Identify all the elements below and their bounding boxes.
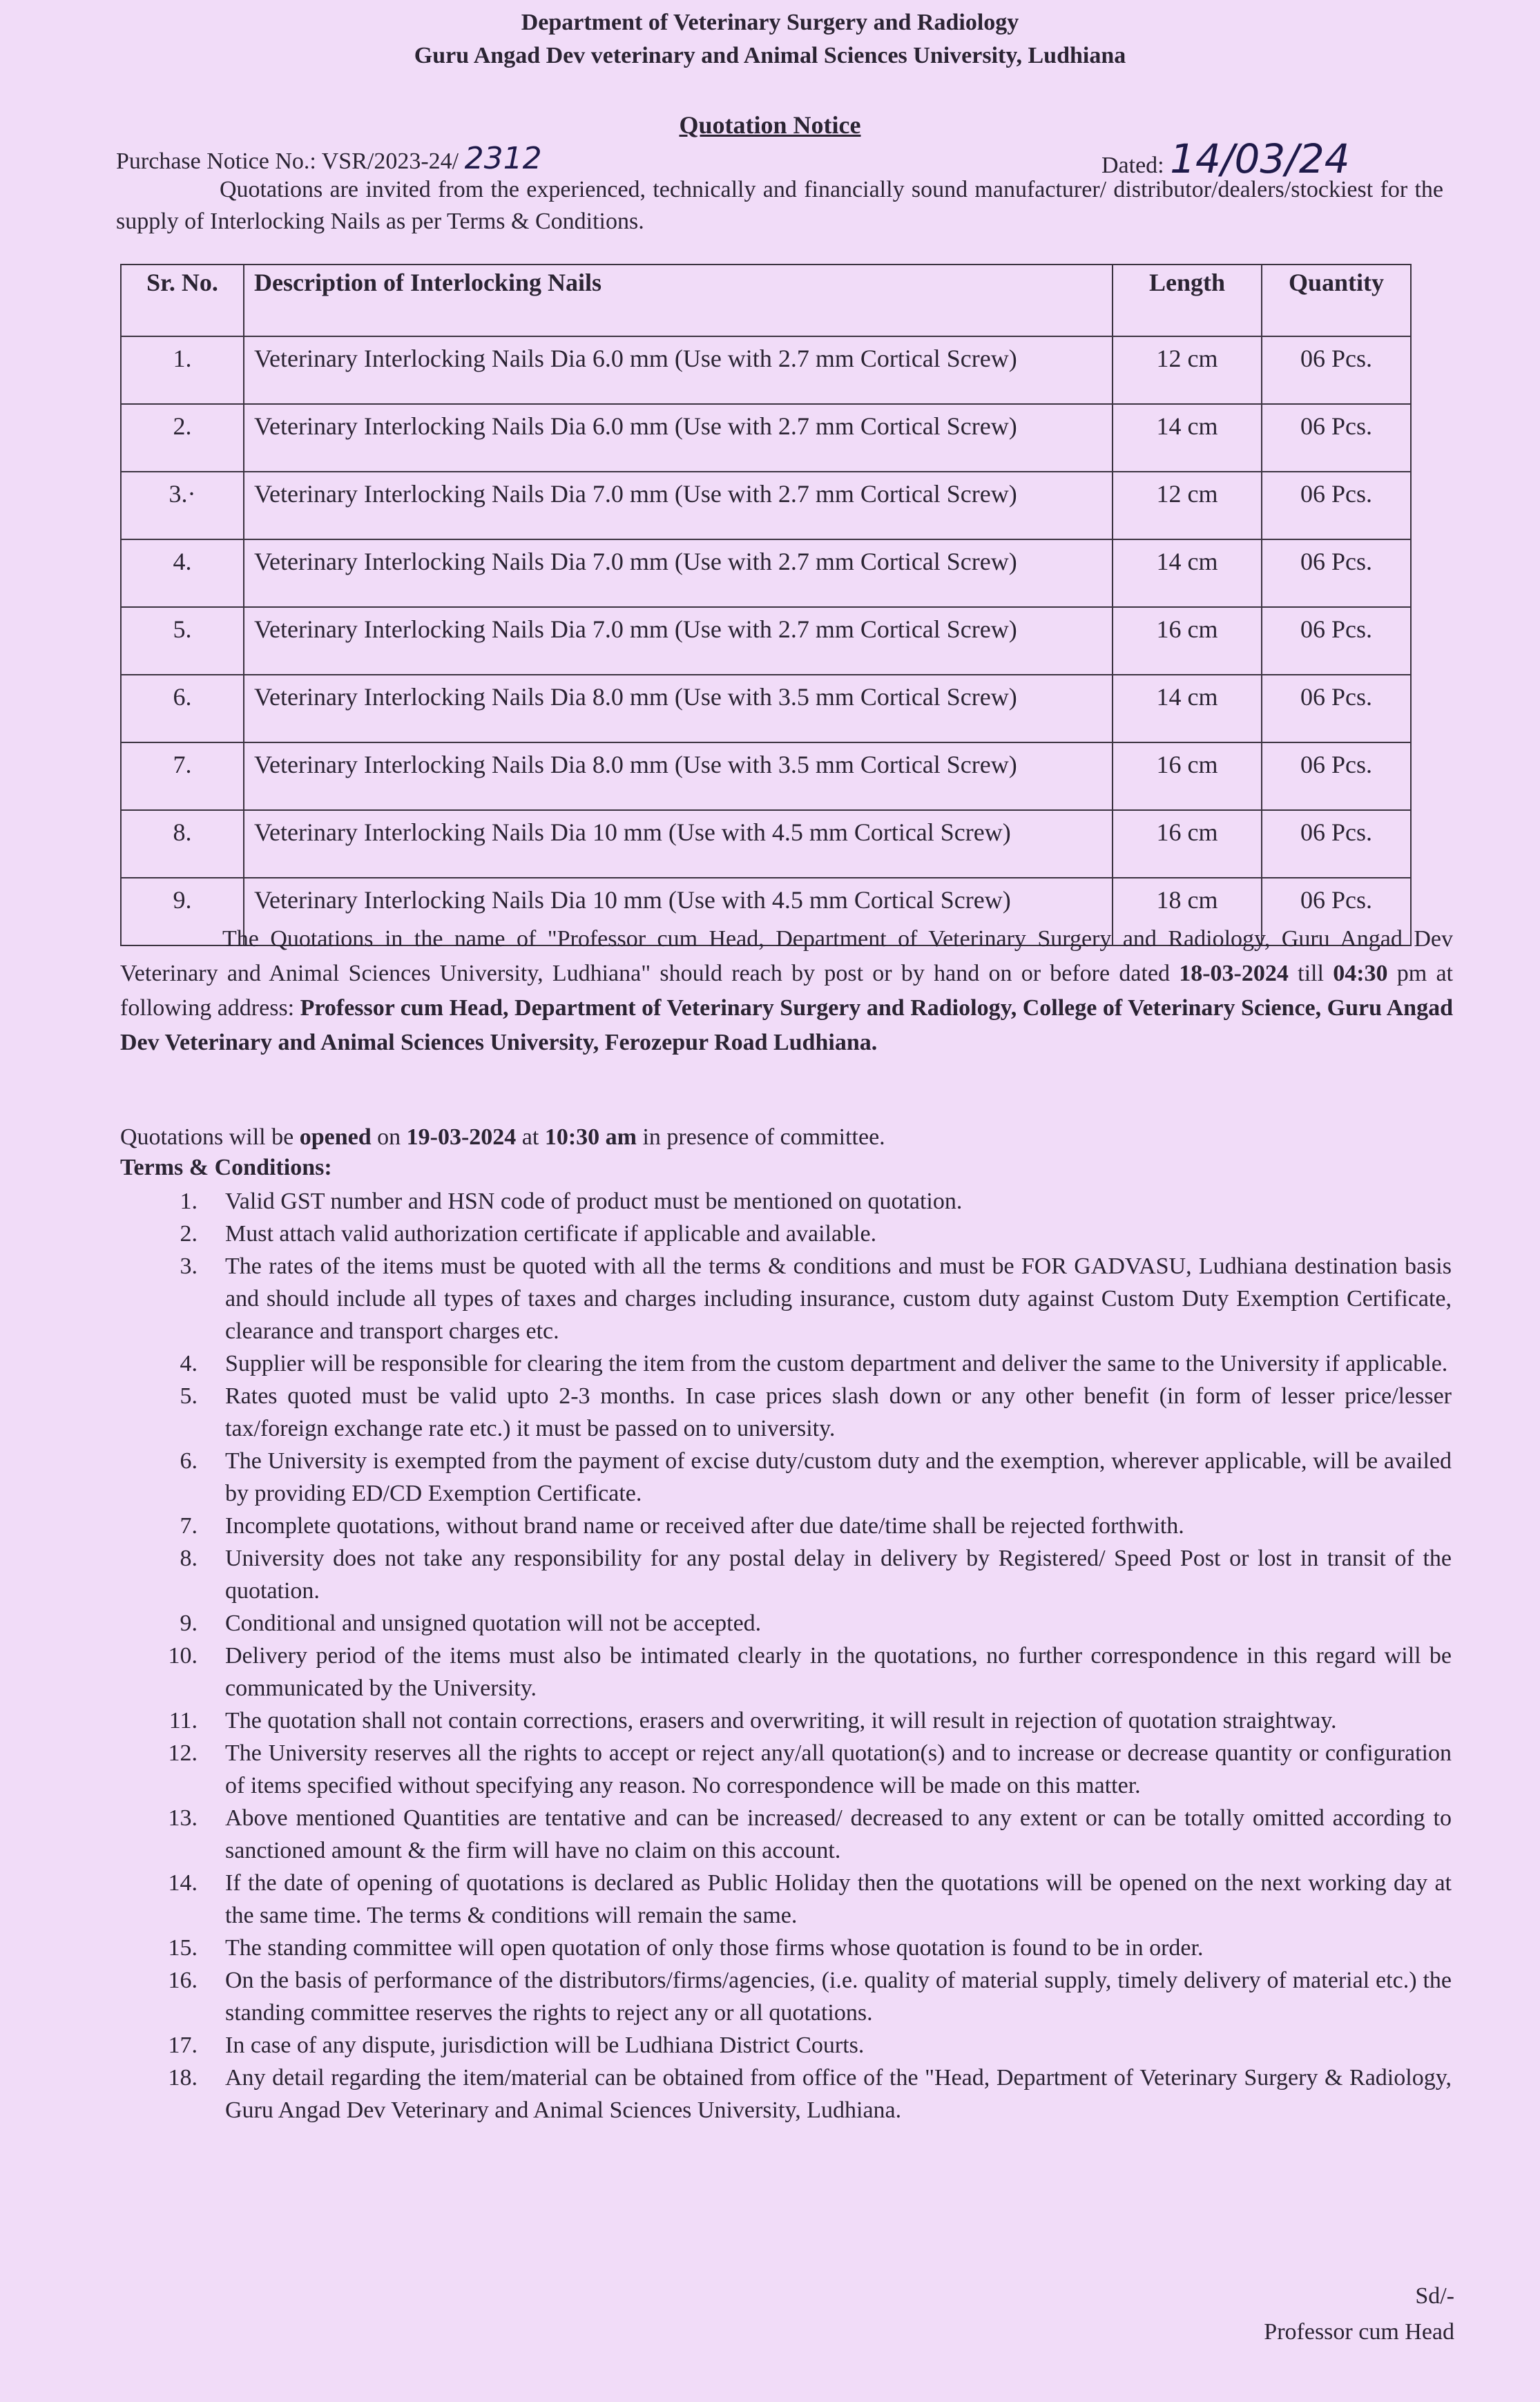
dated-value: 14/03/24 [1170, 135, 1350, 182]
term-text: Supplier will be responsible for clearing the item from the custom department and deliver the same to the University if applicable. [225, 1351, 1448, 1376]
term-number: 1. [180, 1189, 198, 1214]
list-item [0, 1218, 1452, 1250]
signature-designation: Professor cum Head [1264, 2319, 1454, 2345]
list-item [0, 1250, 1452, 1347]
term-number: 7. [180, 1513, 198, 1539]
submission-address: Professor cum Head, Department of Veterinary Surgery and Radiology, College of Veterinary Science, Guru Angad Dev Veterinary and Animal Sciences University, Ferozepur Road Ludhiana. [120, 995, 1453, 1055]
dated-label: Dated: [1101, 153, 1171, 178]
submission-time: 04:30 [1333, 961, 1388, 986]
term-text: Incomplete quotations, without brand name or received after due date/time shall be rejected forthwith. [225, 1513, 1184, 1539]
cell-length: 16 cm [1113, 742, 1262, 810]
term-text: The standing committee will open quotation of only those firms whose quotation is found to be in order. [225, 1935, 1204, 1961]
cell-description: Veterinary Interlocking Nails Dia 7.0 mm (Use with 2.7 mm Cortical Screw) [244, 539, 1113, 607]
list-item [0, 1737, 1452, 1802]
list-item [0, 1964, 1452, 2029]
list-item [0, 1380, 1452, 1445]
cell-description: Veterinary Interlocking Nails Dia 7.0 mm (Use with 2.7 mm Cortical Screw) [244, 472, 1113, 539]
cell-description: Veterinary Interlocking Nails Dia 7.0 mm (Use with 2.7 mm Cortical Screw) [244, 607, 1113, 675]
term-text: The University reserves all the rights to accept or reject any/all quotation(s) and to increase or decrease quantity or configuration of items specified without specifying any reason. No correspondence will be made on this matter. [225, 1740, 1452, 1798]
terms-list [0, 1185, 1540, 2126]
cell-quantity: 06 Pcs. [1262, 404, 1411, 472]
term-number: 14. [168, 1870, 198, 1896]
submission-date: 18-03-2024 [1179, 961, 1289, 986]
cell-length: 18 cm [1113, 878, 1262, 945]
term-number: 3. [180, 1253, 198, 1279]
cell-quantity: 06 Pcs. [1262, 810, 1411, 878]
cell-description: Veterinary Interlocking Nails Dia 8.0 mm (Use with 3.5 mm Cortical Screw) [244, 675, 1113, 742]
list-item [0, 1347, 1452, 1380]
opening-time: 10:30 am [544, 1124, 637, 1150]
cell-length: 14 cm [1113, 539, 1262, 607]
table-row [121, 810, 1411, 878]
term-text: The rates of the items must be quoted with all the terms & conditions and must be FOR GADVASU, Ludhiana destination basis and should include all types of taxes and charges including insurance, custom duty against Custom Duty Exemption Certificate, clearance and transport charges etc. [225, 1253, 1452, 1344]
term-text: Above mentioned Quantities are tentative and can be increased/ decreased to any extent or can be totally omitted according to sanctioned amount & the firm will have no claim on this account. [225, 1805, 1452, 1863]
term-text: Any detail regarding the item/material can be obtained from office of the "Head, Department of Veterinary Surgery & Radiology, Guru Angad Dev Veterinary and Animal Sciences University, Ludhiana. [225, 2065, 1452, 2123]
header-description: Description of Interlocking Nails [244, 265, 1113, 336]
cell-quantity: 06 Pcs. [1262, 539, 1411, 607]
cell-quantity: 06 Pcs. [1262, 336, 1411, 404]
cell-sr: 8. [121, 810, 244, 878]
cell-description: Veterinary Interlocking Nails Dia 10 mm (Use with 4.5 mm Cortical Screw) [244, 878, 1113, 945]
department-heading: Department of Veterinary Surgery and Radiology [521, 10, 1019, 35]
term-text: Delivery period of the items must also be intimated clearly in the quotations, no further correspondence in this regard will be communicated by the University. [225, 1643, 1452, 1701]
list-item [0, 1802, 1452, 1867]
list-item [0, 1607, 1452, 1640]
list-item [0, 1932, 1452, 1964]
term-number: 18. [168, 2065, 198, 2091]
cell-sr: 5. [121, 607, 244, 675]
term-text: In case of any dispute, jurisdiction will be Ludhiana District Courts. [225, 2033, 865, 2058]
term-number: 17. [168, 2033, 198, 2058]
term-text: Valid GST number and HSN code of product must be mentioned on quotation. [225, 1189, 963, 1214]
submission-till: till [1288, 961, 1334, 986]
list-item [0, 1867, 1452, 1932]
opening-date: 19-03-2024 [406, 1124, 517, 1150]
term-number: 2. [180, 1221, 198, 1247]
opening-info [120, 1120, 885, 1155]
cell-sr: 6. [121, 675, 244, 742]
terms-heading: Terms & Conditions: [120, 1155, 332, 1180]
university-heading: Guru Angad Dev veterinary and Animal Sciences University, Ludhiana [414, 43, 1126, 68]
term-number: 13. [168, 1805, 198, 1831]
header-quantity: Quantity [1262, 265, 1411, 336]
cell-length: 12 cm [1113, 336, 1262, 404]
list-item [0, 1704, 1452, 1737]
list-item [0, 1542, 1452, 1607]
term-text: On the basis of performance of the distributors/firms/agencies, (i.e. quality of material supply, timely delivery of material etc.) the standing committee reserves the rights to reject any or all quotations. [225, 1968, 1452, 2026]
opening-text-at: at [516, 1124, 545, 1150]
table-row [121, 607, 1411, 675]
term-number: 6. [180, 1448, 198, 1474]
signature-sd: Sd/- [1415, 2283, 1454, 2309]
table-header-row [121, 265, 1411, 336]
cell-quantity: 06 Pcs. [1262, 675, 1411, 742]
term-text: Rates quoted must be valid upto 2-3 months. In case prices slash down or any other benefit (in form of lesser price/lesser tax/foreign exchange rate etc.) it must be passed on to university. [225, 1383, 1452, 1441]
cell-quantity: 06 Pcs. [1262, 472, 1411, 539]
opening-text-on: on [371, 1124, 407, 1150]
table-row [121, 539, 1411, 607]
cell-length: 16 cm [1113, 607, 1262, 675]
submission-text-2: pm at following address: [120, 961, 1453, 1021]
cell-sr: 7. [121, 742, 244, 810]
term-number: 5. [180, 1383, 198, 1409]
list-item [0, 1510, 1452, 1542]
table-row [121, 742, 1411, 810]
table-row [121, 336, 1411, 404]
cell-description: Veterinary Interlocking Nails Dia 8.0 mm (Use with 3.5 mm Cortical Screw) [244, 742, 1113, 810]
cell-quantity: 06 Pcs. [1262, 878, 1411, 945]
cell-length: 16 cm [1113, 810, 1262, 878]
header-length: Length [1113, 265, 1262, 336]
cell-length: 14 cm [1113, 404, 1262, 472]
cell-description: Veterinary Interlocking Nails Dia 6.0 mm (Use with 2.7 mm Cortical Screw) [244, 404, 1113, 472]
table-row [121, 472, 1411, 539]
intro-text: Quotations are invited from the experienced, technically and financially sound manufacturer/ distributor/dealers/stockiest for the supply of Interlocking Nails as per Terms & Conditions. [116, 177, 1443, 234]
term-text: University does not take any responsibility for any postal delay in delivery by Registered/ Speed Post or lost in transit of the quotation. [225, 1546, 1452, 1604]
term-text: Conditional and unsigned quotation will not be accepted. [225, 1611, 762, 1636]
list-item [0, 1640, 1452, 1704]
cell-description: Veterinary Interlocking Nails Dia 6.0 mm (Use with 2.7 mm Cortical Screw) [244, 336, 1113, 404]
purchase-notice [116, 141, 542, 176]
term-number: 12. [168, 1740, 198, 1766]
opening-text-opened: opened [299, 1124, 372, 1150]
list-item [0, 1445, 1452, 1510]
intro-paragraph [116, 174, 1443, 238]
purchase-notice-number: 2312 [464, 141, 542, 176]
submission-paragraph [120, 922, 1453, 1060]
term-number: 8. [180, 1546, 198, 1571]
term-text: If the date of opening of quotations is declared as Public Holiday then the quotations will be opened on the next working day at the same time. The terms & conditions will remain the same. [225, 1870, 1452, 1928]
cell-description: Veterinary Interlocking Nails Dia 10 mm (Use with 4.5 mm Cortical Screw) [244, 810, 1113, 878]
cell-length: 14 cm [1113, 675, 1262, 742]
list-item [0, 2029, 1452, 2062]
term-number: 16. [168, 1968, 198, 1993]
opening-text-end: in presence of committee. [636, 1124, 885, 1150]
term-text: Must attach valid authorization certificate if applicable and available. [225, 1221, 877, 1247]
items-table [120, 264, 1412, 946]
cell-quantity: 06 Pcs. [1262, 742, 1411, 810]
term-number: 4. [180, 1351, 198, 1376]
page-title-text: Quotation Notice [679, 111, 861, 139]
term-text: The quotation shall not contain corrections, erasers and overwriting, it will result in rejection of quotation straightway. [225, 1708, 1337, 1733]
term-number: 15. [168, 1935, 198, 1961]
cell-sr: 2. [121, 404, 244, 472]
opening-text-1: Quotations will be [120, 1124, 300, 1150]
cell-sr: 9. [121, 878, 244, 945]
cell-sr: 4. [121, 539, 244, 607]
list-item [0, 2062, 1452, 2126]
submission-text-1: The Quotations in the name of "Professor cum Head, Department of Veterinary Surgery and Radiology, Guru Angad Dev Veterinary and Animal Sciences University, Ludhiana" should reach by post or by hand on or before dated [120, 926, 1453, 986]
table-row [121, 675, 1411, 742]
purchase-notice-label: Purchase Notice No.: VSR/2023-24/ [116, 148, 465, 174]
term-number: 11. [169, 1708, 198, 1733]
term-number: 10. [168, 1643, 198, 1669]
cell-sr: 3.· [121, 472, 244, 539]
term-text: The University is exempted from the payment of excise duty/custom duty and the exemption, wherever applicable, will be availed by providing ED/CD Exemption Certificate. [225, 1448, 1452, 1506]
cell-length: 12 cm [1113, 472, 1262, 539]
term-number: 9. [180, 1611, 198, 1636]
header-sr-no: Sr. No. [121, 265, 244, 336]
table-row [121, 404, 1411, 472]
cell-quantity: 06 Pcs. [1262, 607, 1411, 675]
list-item [0, 1185, 1452, 1218]
cell-sr: 1. [121, 336, 244, 404]
